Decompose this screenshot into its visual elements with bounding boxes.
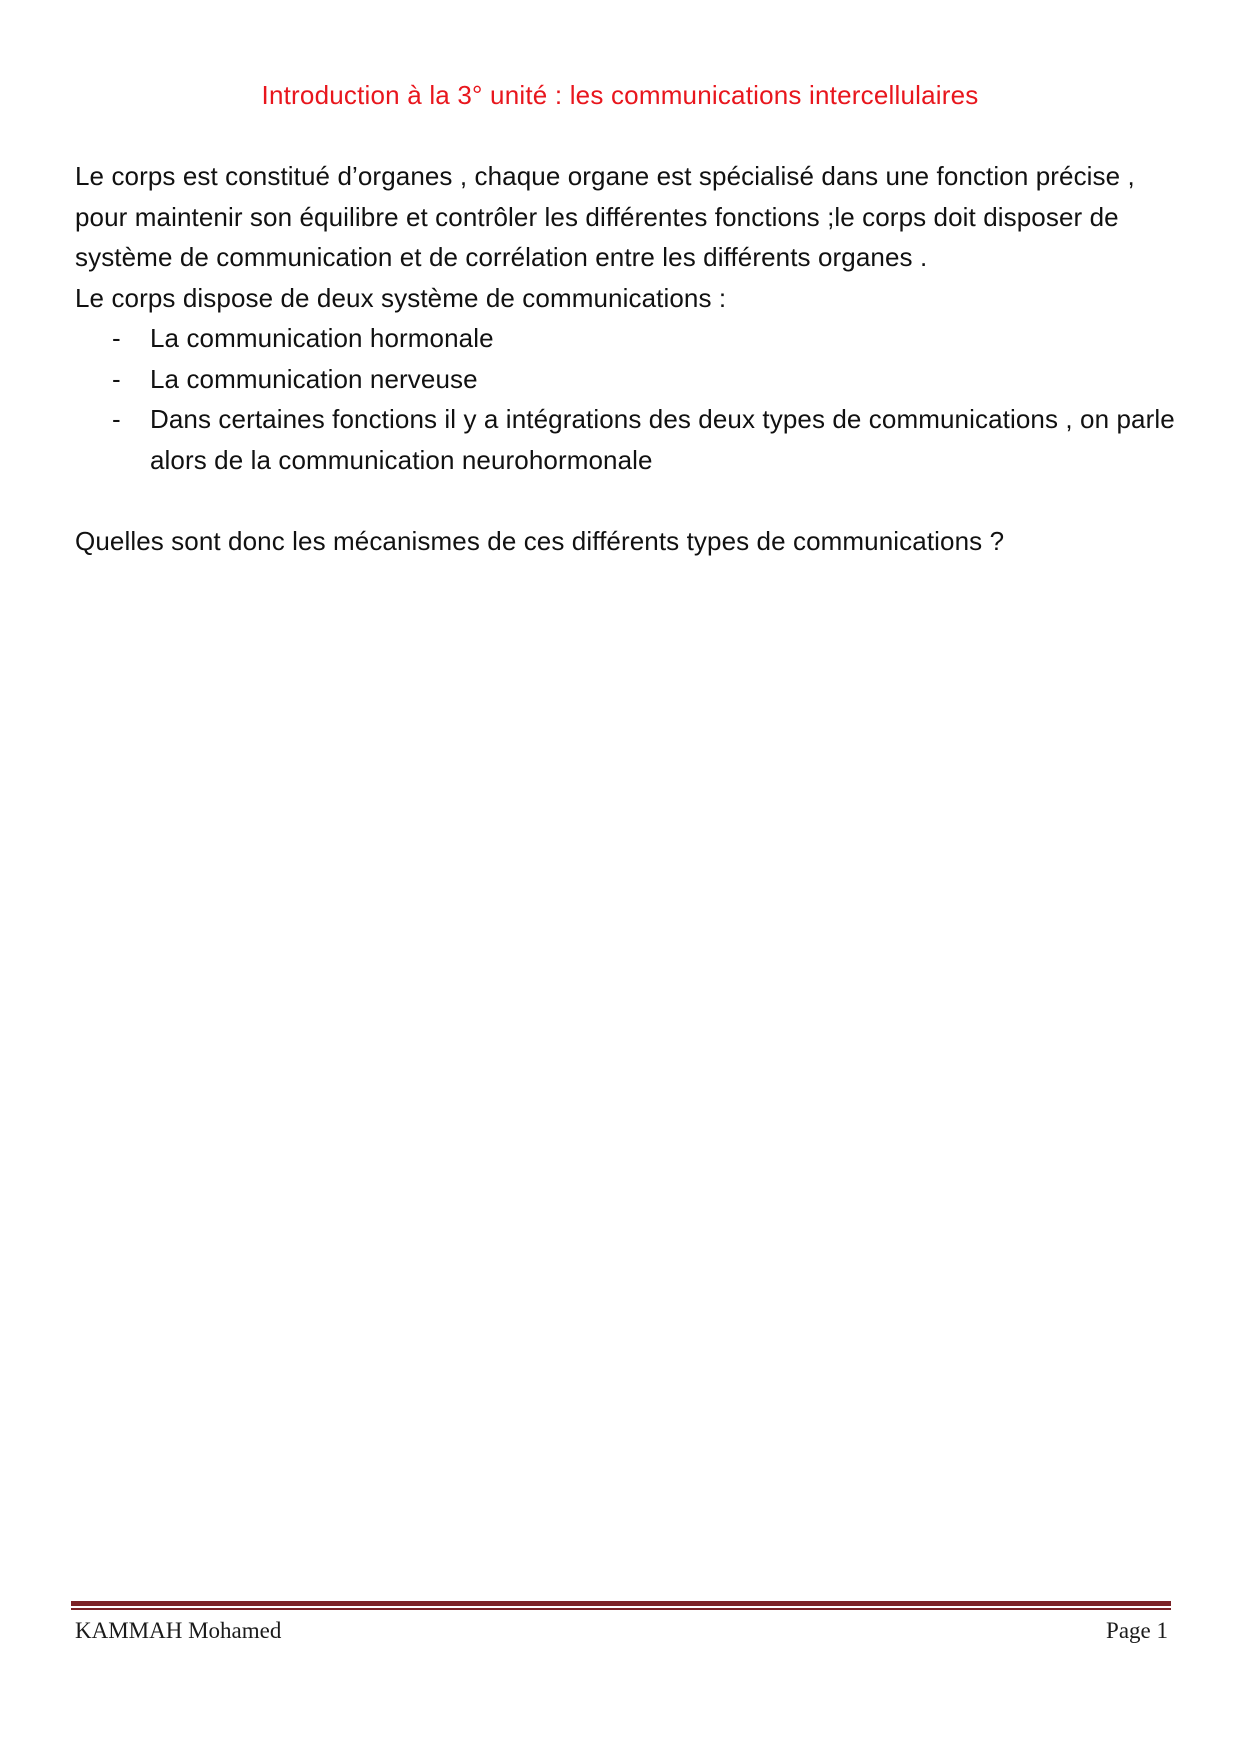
communication-types-list bbox=[75, 318, 1175, 480]
list-item-text: Dans certaines fonctions il y a intégrations des deux types de communications , on parle alors de la communication neurohormonale bbox=[150, 404, 1175, 475]
list-item-text: La communication nerveuse bbox=[150, 363, 478, 394]
document-body bbox=[75, 156, 1175, 561]
question-paragraph: Quelles sont donc les mécanismes de ces différents types de communications ? bbox=[75, 525, 1005, 556]
systems-paragraph: Le corps dispose de deux système de communications : bbox=[75, 282, 727, 313]
bullet-dash: - bbox=[112, 404, 121, 434]
page-title: Introduction à la 3° unité : les communications intercellulaires bbox=[261, 80, 979, 110]
footer-divider-thick bbox=[71, 1601, 1171, 1606]
list-item-text: La communication hormonale bbox=[150, 323, 494, 353]
footer-divider-thin bbox=[71, 1608, 1171, 1610]
bullet-dash: - bbox=[112, 363, 121, 394]
intro-paragraph: Le corps est constitué d’organes , chaque organe est spécialisé dans une fonction précise , pour maintenir son équilibre et contrôler les différentes fonctions ;le corps doit disposer de système de communication et de corrélation entre les différents organes . bbox=[75, 161, 1135, 272]
list-item bbox=[75, 399, 1175, 480]
list-item bbox=[75, 359, 1175, 400]
list-item bbox=[75, 318, 1175, 359]
footer-page-number: Page 1 bbox=[1106, 1618, 1168, 1643]
footer-author: KAMMAH Mohamed bbox=[75, 1618, 282, 1643]
bullet-dash: - bbox=[112, 323, 121, 353]
